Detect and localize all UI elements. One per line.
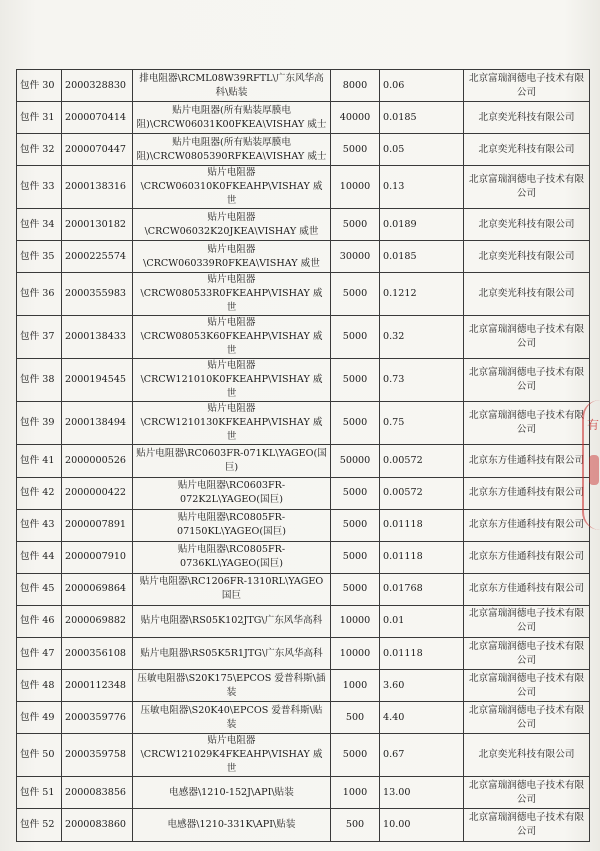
supplier-cell: 北京奕光科技有限公司 <box>464 134 590 166</box>
package-id-cell: 包件 44 <box>17 541 62 573</box>
supplier-cell: 北京富瑞润德电子技术有限公司 <box>464 166 590 209</box>
package-id-cell: 包件 41 <box>17 445 62 477</box>
material-code-cell: 2000130182 <box>62 209 133 241</box>
package-id-cell: 包件 39 <box>17 402 62 445</box>
quantity-cell: 10000 <box>331 605 380 637</box>
package-id-cell: 包件 31 <box>17 102 62 134</box>
material-code-cell: 2000138494 <box>62 402 133 445</box>
material-code-cell: 2000007891 <box>62 509 133 541</box>
quantity-cell: 500 <box>331 809 380 841</box>
description-cell: 电感器\1210-331K\API\贴装 <box>133 809 331 841</box>
description-cell: 贴片电阻器\RC0805FR-0736KL\YAGEO(国巨) <box>133 541 331 573</box>
unit-price-cell: 4.40 <box>380 702 464 734</box>
material-code-cell: 2000070447 <box>62 134 133 166</box>
supplier-cell: 北京富瑞润德电子技术有限公司 <box>464 638 590 670</box>
material-code-cell: 2000007910 <box>62 541 133 573</box>
description-cell: 压敏电阻器\S20K40\EPCOS 爱普科斯\贴装 <box>133 702 331 734</box>
description-cell: 贴片电阻器\RS05K5R1JTG\广东风华高科 <box>133 638 331 670</box>
material-code-cell: 2000070414 <box>62 102 133 134</box>
quantity-cell: 5000 <box>331 402 380 445</box>
unit-price-cell: 0.13 <box>380 166 464 209</box>
table-row <box>17 638 590 670</box>
supplier-cell: 北京奕光科技有限公司 <box>464 209 590 241</box>
package-id-cell: 包件 35 <box>17 241 62 273</box>
unit-price-cell: 13.00 <box>380 777 464 809</box>
package-id-cell: 包件 45 <box>17 573 62 605</box>
unit-price-cell: 0.01768 <box>380 573 464 605</box>
quantity-cell: 5000 <box>331 541 380 573</box>
package-id-cell: 包件 38 <box>17 359 62 402</box>
supplier-cell: 北京东方佳通科技有限公司 <box>464 445 590 477</box>
unit-price-cell: 0.0185 <box>380 241 464 273</box>
package-id-cell: 包件 37 <box>17 316 62 359</box>
quantity-cell: 30000 <box>331 241 380 273</box>
package-id-cell: 包件 33 <box>17 166 62 209</box>
quantity-cell: 50000 <box>331 445 380 477</box>
table-row <box>17 573 590 605</box>
package-id-cell: 包件 51 <box>17 777 62 809</box>
package-id-cell: 包件 46 <box>17 605 62 637</box>
description-cell: 贴片电阻器\CRCW08053K60FKEAHP\VISHAY 威世 <box>133 316 331 359</box>
unit-price-cell: 0.73 <box>380 359 464 402</box>
unit-price-cell: 0.00572 <box>380 445 464 477</box>
description-cell: 贴片电阻器\CRCW06032K20JKEA\VISHAY 威世 <box>133 209 331 241</box>
quantity-cell: 1000 <box>331 670 380 702</box>
material-code-cell: 2000138316 <box>62 166 133 209</box>
quantity-cell: 10000 <box>331 166 380 209</box>
unit-price-cell: 0.75 <box>380 402 464 445</box>
quantity-cell: 5000 <box>331 509 380 541</box>
material-code-cell: 2000000422 <box>62 477 133 509</box>
material-code-cell: 2000069882 <box>62 605 133 637</box>
supplier-cell: 北京富瑞润德电子技术有限公司 <box>464 359 590 402</box>
description-cell: 贴片电阻器\CRCW060310K0FKEAHP\VISHAY 威世 <box>133 166 331 209</box>
table-row <box>17 809 590 841</box>
supplier-cell: 北京富瑞润德电子技术有限公司 <box>464 702 590 734</box>
description-cell: 贴片电阻器\RC0805FR-07150KL\YAGEO(国巨) <box>133 509 331 541</box>
table-row <box>17 273 590 316</box>
supplier-cell: 北京富瑞润德电子技术有限公司 <box>464 809 590 841</box>
table-row <box>17 477 590 509</box>
unit-price-cell: 0.1212 <box>380 273 464 316</box>
table-row <box>17 702 590 734</box>
table-row <box>17 316 590 359</box>
table-row <box>17 134 590 166</box>
description-cell: 排电阻器\RCML08W39RFTL\广东风华高科\贴装 <box>133 70 331 102</box>
package-id-cell: 包件 36 <box>17 273 62 316</box>
quantity-cell: 5000 <box>331 273 380 316</box>
table-row <box>17 777 590 809</box>
quantity-cell: 40000 <box>331 102 380 134</box>
description-cell: 电感器\1210-152J\API\贴装 <box>133 777 331 809</box>
supplier-cell: 北京富瑞润德电子技术有限公司 <box>464 70 590 102</box>
supplier-cell: 北京富瑞润德电子技术有限公司 <box>464 316 590 359</box>
supplier-cell: 北京奕光科技有限公司 <box>464 273 590 316</box>
quantity-cell: 5000 <box>331 573 380 605</box>
unit-price-cell: 0.01118 <box>380 638 464 670</box>
unit-price-cell: 10.00 <box>380 809 464 841</box>
supplier-cell: 北京富瑞润德电子技术有限公司 <box>464 777 590 809</box>
table-row <box>17 734 590 777</box>
quantity-cell: 500 <box>331 702 380 734</box>
description-cell: 贴片电阻器(所有贴装厚膜电阻)\CRCW0805390RFKEA\VISHAY 威士 <box>133 134 331 166</box>
unit-price-cell: 0.01 <box>380 605 464 637</box>
unit-price-cell: 3.60 <box>380 670 464 702</box>
unit-price-cell: 0.32 <box>380 316 464 359</box>
description-cell: 贴片电阻器\CRCW080533R0FKEAHP\VISHAY 威世 <box>133 273 331 316</box>
unit-price-cell: 0.67 <box>380 734 464 777</box>
material-code-cell: 2000194545 <box>62 359 133 402</box>
supplier-cell: 北京东方佳通科技有限公司 <box>464 541 590 573</box>
supplier-cell: 北京富瑞润德电子技术有限公司 <box>464 670 590 702</box>
material-code-cell: 2000083860 <box>62 809 133 841</box>
package-id-cell: 包件 32 <box>17 134 62 166</box>
description-cell: 贴片电阻器\RC0603FR-072K2L\YAGEO(国巨) <box>133 477 331 509</box>
package-id-cell: 包件 42 <box>17 477 62 509</box>
quantity-cell: 5000 <box>331 134 380 166</box>
material-code-cell: 2000359758 <box>62 734 133 777</box>
table-row <box>17 209 590 241</box>
description-cell: 贴片电阻器(所有贴装厚膜电阻)\CRCW06031K00FKEA\VISHAY 威士 <box>133 102 331 134</box>
material-code-cell: 2000000526 <box>62 445 133 477</box>
supplier-cell: 北京奕光科技有限公司 <box>464 241 590 273</box>
description-cell: 贴片电阻器\CRCW121029K4FKEAHP\VISHAY 威世 <box>133 734 331 777</box>
seal-character: 有 <box>586 418 599 432</box>
unit-price-cell: 0.01118 <box>380 541 464 573</box>
description-cell: 贴片电阻器\RS05K102JTG\广东风华高科 <box>133 605 331 637</box>
unit-price-cell: 0.01118 <box>380 509 464 541</box>
material-code-cell: 2000225574 <box>62 241 133 273</box>
quantity-cell: 10000 <box>331 638 380 670</box>
package-id-cell: 包件 34 <box>17 209 62 241</box>
package-id-cell: 包件 30 <box>17 70 62 102</box>
table-row <box>17 70 590 102</box>
description-cell: 贴片电阻器\CRCW060339R0FKEA\VISHAY 威世 <box>133 241 331 273</box>
package-id-cell: 包件 52 <box>17 809 62 841</box>
seal-ink-mark <box>589 455 599 485</box>
quantity-cell: 5000 <box>331 477 380 509</box>
material-code-cell: 2000359776 <box>62 702 133 734</box>
table-row <box>17 166 590 209</box>
description-cell: 贴片电阻器\CRCW1210130KFKEAHP\VISHAY 威世 <box>133 402 331 445</box>
supplier-cell: 北京东方佳通科技有限公司 <box>464 573 590 605</box>
quantity-cell: 8000 <box>331 70 380 102</box>
unit-price-cell: 0.05 <box>380 134 464 166</box>
table-row <box>17 605 590 637</box>
unit-price-cell: 0.0185 <box>380 102 464 134</box>
quantity-cell: 1000 <box>331 777 380 809</box>
table-row <box>17 670 590 702</box>
table-row <box>17 102 590 134</box>
material-code-cell: 2000328830 <box>62 70 133 102</box>
package-id-cell: 包件 47 <box>17 638 62 670</box>
quantity-cell: 5000 <box>331 359 380 402</box>
quantity-cell: 5000 <box>331 209 380 241</box>
procurement-table <box>16 69 590 842</box>
supplier-cell: 北京奕光科技有限公司 <box>464 102 590 134</box>
description-cell: 贴片电阻器\RC0603FR-071KL\YAGEO(国巨) <box>133 445 331 477</box>
unit-price-cell: 0.00572 <box>380 477 464 509</box>
description-cell: 贴片电阻器\RC1206FR-1310RL\YAGEO 国巨 <box>133 573 331 605</box>
package-id-cell: 包件 50 <box>17 734 62 777</box>
description-cell: 压敏电阻器\S20K175\EPCOS 爱普科斯\插装 <box>133 670 331 702</box>
material-code-cell: 2000069864 <box>62 573 133 605</box>
description-cell: 贴片电阻器\CRCW121010K0FKEAHP\VISHAY 威世 <box>133 359 331 402</box>
material-code-cell: 2000356108 <box>62 638 133 670</box>
table-row <box>17 445 590 477</box>
table-row <box>17 509 590 541</box>
supplier-cell: 北京奕光科技有限公司 <box>464 734 590 777</box>
unit-price-cell: 0.0189 <box>380 209 464 241</box>
supplier-cell: 北京富瑞润德电子技术有限公司 <box>464 605 590 637</box>
material-code-cell: 2000112348 <box>62 670 133 702</box>
table-row <box>17 359 590 402</box>
unit-price-cell: 0.06 <box>380 70 464 102</box>
material-code-cell: 2000083856 <box>62 777 133 809</box>
package-id-cell: 包件 49 <box>17 702 62 734</box>
supplier-cell: 北京东方佳通科技有限公司 <box>464 477 590 509</box>
package-id-cell: 包件 48 <box>17 670 62 702</box>
table-row <box>17 241 590 273</box>
material-code-cell: 2000355983 <box>62 273 133 316</box>
supplier-cell: 北京东方佳通科技有限公司 <box>464 509 590 541</box>
table-row <box>17 541 590 573</box>
supplier-cell: 北京富瑞润德电子技术有限公司 <box>464 402 590 445</box>
package-id-cell: 包件 43 <box>17 509 62 541</box>
material-code-cell: 2000138433 <box>62 316 133 359</box>
table-row <box>17 402 590 445</box>
quantity-cell: 5000 <box>331 734 380 777</box>
quantity-cell: 5000 <box>331 316 380 359</box>
